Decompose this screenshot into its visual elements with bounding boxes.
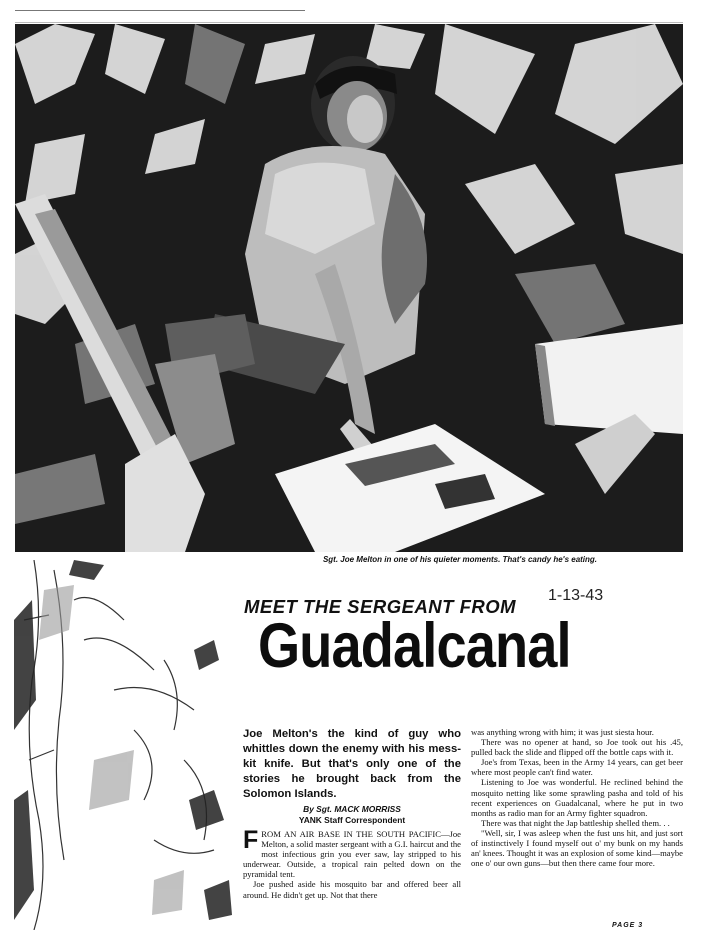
page-number: PAGE 3 (612, 922, 644, 929)
article-paragraph: was anything wrong with him; it was just siesta hour. (471, 727, 654, 737)
paragraph-text: —Joe Melton, a solid master sergeant with a G.I. haircut and the most infectious grin you ever saw, lay stripped to his underwear. Outside, a tropical rain pelted down on the pyramidal tent. (243, 829, 461, 880)
byline-author: By Sgt. MACK MORRISS (303, 804, 401, 814)
article-paragraph (243, 826, 461, 880)
byline (243, 804, 461, 826)
dateline: ROM AN AIR BASE IN THE SOUTH PACIFIC (261, 829, 441, 839)
drop-cap: F (243, 826, 259, 854)
headline-kicker: MEET THE SERGEANT FROM (244, 596, 517, 617)
article-column-1 (243, 826, 461, 900)
article-column-2 (471, 727, 683, 868)
palm-sketch-illustration (14, 560, 236, 930)
photo-caption: Sgt. Joe Melton in one of his quieter moments. That's candy he's eating. (322, 555, 598, 564)
handwritten-date: 1-13-43 (548, 587, 604, 604)
headline-title: Guadalcanal (258, 611, 571, 681)
top-rule-secondary (15, 22, 683, 23)
top-rule (15, 10, 305, 11)
article-paragraph: There was that night the Jap battleship shelled them. . . (481, 817, 670, 828)
article-paragraph: Listening to Joe was wonderful. He reclined behind the mosquito netting like some sprawling pasha and told of his recent experiences on Guadalcanal, where he put in two months as radio man for an Army fighter squadron. (471, 777, 683, 818)
article-paragraph: Joe pushed aside his mosquito bar and offered beer all around. He didn't get up. Not that there (243, 879, 461, 900)
article-paragraph: There was no opener at hand, so Joe took out his .45, pulled back the slide and flipped off the bottle caps with it. (471, 737, 683, 758)
photo-illustration (15, 24, 683, 552)
byline-affiliation: YANK Staff Correspondent (298, 815, 406, 825)
main-photo (15, 24, 683, 552)
sketch-drawing (14, 560, 236, 930)
article-paragraph: "Well, sir, I was asleep when the fust uns hit, and just sort of instinctively I found myself out o' my bunk on my hands an' knees. Thought it was an explosion of some kind—maybe one o' our own guns—but then there came four more. (471, 827, 683, 869)
article-paragraph: Joe's from Texas, been in the Army 14 years, can get beer where most people can't find water. (471, 757, 683, 778)
article-deck: Joe Melton's the kind of guy who whittles down the enemy with his mess-kit knife. But that's only one of the stories he brought back from the Solomon Islands. (243, 728, 461, 800)
